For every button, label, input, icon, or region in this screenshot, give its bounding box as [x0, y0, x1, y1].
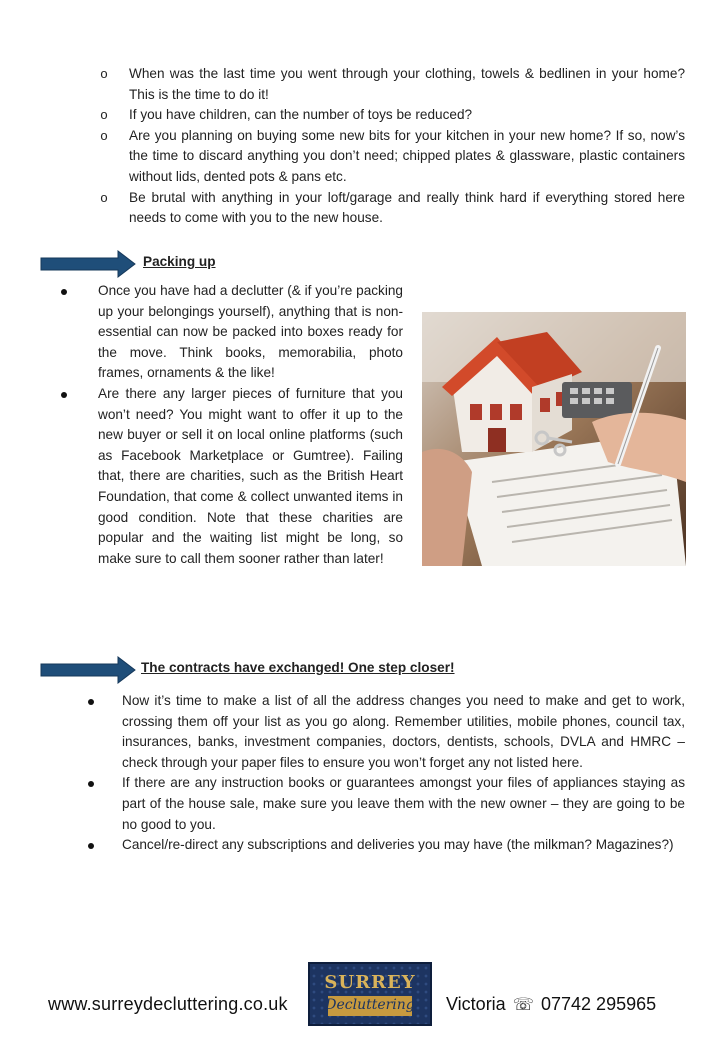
right-arrow-icon [40, 250, 136, 278]
packing-section-heading [40, 250, 340, 278]
contact-details [446, 994, 656, 1015]
list-item [97, 105, 685, 126]
packing-list [61, 281, 403, 569]
list-item-text: Cancel/re-direct any subscriptions and deliveries you may have (the milkman? Magazines?) [122, 837, 674, 853]
list-item [88, 835, 685, 856]
list-item [97, 64, 685, 105]
section-title: Packing up [143, 254, 216, 269]
list-item [97, 126, 685, 188]
list-item-text: Are there any larger pieces of furniture that you won’t need? You might want to offer it up to the new buyer or sell it on local online platforms (such as Facebook Marketplace or Gumtree). Failing that, there are charities, such as the British Heart Foundation, that come & collect unwanted items in good condition. Note that these charities are popular and the waiting list might be long, so make sure to call them sooner rather than later! [98, 385, 403, 566]
hollow-bullet: o [100, 127, 108, 143]
bullet-icon [88, 781, 94, 787]
list-item-text: Are you planning on buying some new bits for your kitchen in your new home? If so, now’s the time to discard anything you don’t need; chipped plates & glassware, plastic containers without lids, dented pots & pans etc. [129, 127, 685, 184]
hollow-bullet: o [100, 66, 108, 81]
list-item-text: Once you have had a declutter (& if you’re packing up your belongings yourself), anything that is non-essential can now be packed into boxes ready for the move. Think books, memorabilia, photo frames, ornaments & the like! [98, 283, 403, 381]
logo-line-1: SURREY [324, 972, 416, 993]
surrey-decluttering-logo [308, 962, 432, 1026]
list-item-text: If there are any instruction books or guarantees amongst your files of appliances staying as part of the house sale, make sure you leave them with the new owner – they are going to be no good to you. [122, 775, 685, 832]
contracts-section-heading [40, 656, 500, 684]
bullet-icon [88, 843, 94, 849]
section-title: The contracts have exchanged! One step closer! [141, 660, 455, 675]
bullet-icon [61, 289, 67, 295]
list-item [97, 188, 685, 229]
contracts-list [88, 691, 685, 856]
list-item [61, 384, 403, 569]
decluttering-checklist [97, 64, 685, 229]
phone-number: 07742 295965 [541, 994, 657, 1014]
hollow-bullet: o [100, 189, 108, 205]
list-item-text: Now it’s time to make a list of all the address changes you need to make and get to work, crossing them off your list as you go along. Remember utilities, mobile phones, council tax, insurances, banks, investment companies, doctors, dentists, schools, DVLA and HMRC – check through your paper files to ensure you won’t forget any not listed here. [122, 693, 685, 770]
bullet-icon [88, 699, 94, 705]
list-item-text: When was the last time you went through your clothing, towels & bedlinen in your home? This is the time to do it! [129, 66, 685, 102]
list-item [88, 773, 685, 835]
list-item-text: Be brutal with anything in your loft/garage and really think hard if everything stored here needs to come with you to the new house. [129, 189, 685, 226]
house-contract-photo [422, 312, 686, 566]
list-item [88, 691, 685, 773]
list-item-text: If you have children, can the number of toys be reduced? [129, 107, 473, 123]
hollow-bullet: o [100, 107, 108, 123]
contact-name: Victoria [446, 994, 506, 1014]
right-arrow-icon [40, 656, 136, 684]
phone-icon: ☏ [512, 995, 534, 1014]
website-url: www.surreydecluttering.co.uk [48, 994, 288, 1014]
logo-line-2: Decluttering [325, 997, 415, 1013]
list-item [61, 281, 403, 384]
bullet-icon [61, 392, 67, 398]
